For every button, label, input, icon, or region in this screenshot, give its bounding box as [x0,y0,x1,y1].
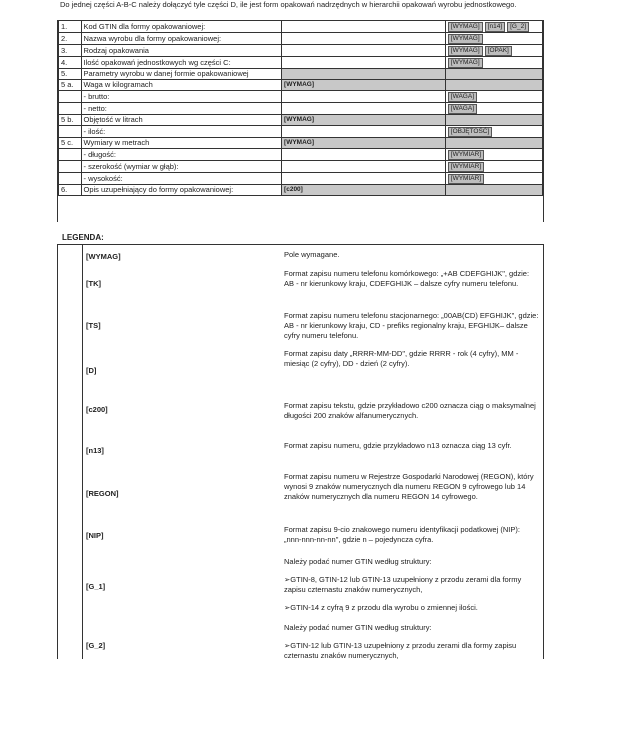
row-number [59,126,82,138]
table-row [59,149,543,161]
format-tag: [OPAK] [485,46,512,56]
row-number: 3. [59,45,82,57]
format-tag: [WYMIAR] [448,150,484,160]
row-label: - wysokość: [81,173,282,185]
legend-code: [NIP] [86,531,104,540]
row-label: - szerokość (wymiar w głąb): [81,161,282,173]
legend-bullet: ➢GTIN-12 lub GTIN-13 uzupełniony z przodu zerami dla formy zapisu czternastu znaków numerycznych, [284,641,517,660]
legend-description: Format zapisu daty „RRRR-MM-DD", gdzie RRRR - rok (4 cyfry), MM - miesiąc (2 cyfry), DD - dzień (2 cyfry). [284,349,519,368]
row-value-field[interactable]: [WYMAG] [282,115,446,126]
legend-description: Format zapisu tekstu, gdzie przykładowo c200 oznacza ciąg o maksymalnej długości 200 znaków alfanumerycznych. [284,401,536,420]
row-number: 1. [59,21,82,33]
row-label: - brutto: [81,91,282,103]
row-label: - ilość: [81,126,282,138]
row-number: 2. [59,33,82,45]
table-row [59,45,543,57]
row-value-field[interactable] [282,126,446,138]
row-number [59,103,82,115]
format-tag: [WAGA] [448,92,477,102]
intro-text: Do jednej części A-B-C należy dołączyć tyle części D, ile jest form opakowań nadrzędnych w hierarchii opakowań wyrobu jednostkowego. [60,0,517,9]
format-tag: [WYMIAR] [448,174,484,184]
table-row [59,91,543,103]
row-value-field[interactable]: [WYMAG] [282,80,446,91]
table-row [59,126,543,138]
row-number [59,91,82,103]
row-label: - długość: [81,149,282,161]
legend-bullet: ➢GTIN-8, GTIN-12 lub GTIN-13 uzupełniony z przodu zerami dla formy zapisu czternastu znaków numerycznych, [284,575,522,594]
row-number: 5 c. [59,138,82,149]
row-value-field[interactable] [282,21,446,33]
format-tag: [WAGA] [448,104,477,114]
legend-description: Należy podać numer GTIN według struktury: ➢GTIN-8, GTIN-12 lub GTIN-13 uzupełniony z przodu zerami dla formy zapisu czternastu znaków numerycznych, ➢GTIN-14 z cyfrą 9 z przodu dla wyrobu o zmiennej ilości. [284,557,539,613]
format-tag: [WYMIAR] [448,162,484,172]
row-value-field[interactable] [282,91,446,103]
form-table-frame [57,20,544,222]
format-tag: [WYMAG] [448,34,483,44]
row-format-tags [445,103,542,115]
format-tag: [G_2] [507,22,529,32]
row-number: 5 a. [59,80,82,91]
row-value-field[interactable] [282,173,446,185]
row-value-field[interactable]: [WYMAG] [282,138,446,149]
row-format-tags [445,173,542,185]
row-format-tags [445,57,542,69]
row-value-field[interactable] [282,57,446,69]
legend-description: Format zapisu numeru telefonu komórkowego: „+AB CDEFGHIJK", gdzie: AB - nr kierunkowy kraju, CDEFGHIJK – dalsze cyfry numeru telefonu. [284,269,530,288]
row-number [59,149,82,161]
format-tag: [WYMAG] [448,46,483,56]
row-label: Kod GTIN dla formy opakowaniowej: [81,21,282,33]
table-row [59,173,543,185]
table-row [59,185,543,196]
row-value-field[interactable] [282,45,446,57]
row-format-tags [445,161,542,173]
row-label: Rodzaj opakowania [81,45,282,57]
row-format-tags [445,185,542,196]
legend-code: [n13] [86,446,104,455]
row-number: 6. [59,185,82,196]
table-row [59,103,543,115]
row-number: 4. [59,57,82,69]
row-label: Wymiary w metrach [81,138,282,149]
row-format-tags [445,138,542,149]
legend-code: [TK] [86,279,101,288]
row-label: Objętość w litrach [81,115,282,126]
row-label: Nazwa wyrobu dla formy opakowaniowej: [81,33,282,45]
row-value-field[interactable] [282,149,446,161]
form-table [58,20,543,196]
row-format-tags [445,126,542,138]
legend-code: [c200] [86,405,108,414]
legend-bullet: ➢GTIN-14 z cyfrą 9 z przodu dla wyrobu o zmiennej ilości. [284,603,478,612]
row-value-field[interactable] [282,103,446,115]
row-number: 5 b. [59,115,82,126]
row-value-field[interactable] [282,161,446,173]
row-format-tags [445,21,542,33]
row-format-tags [445,33,542,45]
legend-description: Format zapisu 9-cio znakowego numeru identyfikacji podatkowej (NIP): „nnn-nnn-nn-nn", gdzie n – pojedyncza cyfra. [284,525,520,544]
table-row [59,57,543,69]
legend-code: [TS] [86,321,101,330]
format-tag: [WYMAG] [448,58,483,68]
table-row [59,161,543,173]
row-number [59,173,82,185]
row-label: Opis uzupełniający do formy opakowaniowej: [81,185,282,196]
row-value-field[interactable] [282,33,446,45]
row-value-field[interactable]: [c200] [282,185,446,196]
legend-code: [D] [86,366,97,375]
table-row [59,115,543,126]
table-row [59,69,543,80]
row-number: 5. [59,69,82,80]
table-row [59,21,543,33]
row-format-tags [445,115,542,126]
row-format-tags [445,149,542,161]
legend-title: LEGENDA: [62,233,104,242]
row-format-tags [445,80,542,91]
row-label: Ilość opakowań jednostkowych wg części C: [81,57,282,69]
table-row [59,138,543,149]
legend-code: [WYMAG] [86,252,121,261]
legend-code: [G_1] [86,582,106,591]
legend-description: Należy podać numer GTIN według struktury: ➢GTIN-12 lub GTIN-13 uzupełniony z przodu zerami dla formy zapisu czternastu znaków numerycznych, [284,623,539,661]
row-format-tags [445,91,542,103]
format-tag: [WYMAG] [448,22,483,32]
legend-description: Format zapisu numeru, gdzie przykładowo n13 oznacza ciąg 13 cyfr. [284,441,512,450]
row-label: Parametry wyrobu w danej formie opakowaniowej [81,69,282,80]
format-tag: [n14] [485,22,505,32]
legend-code: [REGON] [86,489,119,498]
legend-description: Format zapisu numeru telefonu stacjonarnego: „00AB(CD) EFGHIJK", gdzie: AB - nr kierunkowy kraju, CD - prefiks regionalny kraju, EFGHIJK– dalsze cyfry numeru telefonu. [284,311,539,340]
legend-description: Format zapisu numeru w Rejestrze Gospodarki Narodowej (REGON), który wynosi 9 znaków numerycznych dla numeru REGON 9 cyfrowego lub 14 znaków numerycznych dla numeru REGON 14 cyfrowego. [284,472,534,501]
legend-code: [G_2] [86,641,106,650]
row-format-tags [445,45,542,57]
row-label: - netto: [81,103,282,115]
table-row [59,33,543,45]
table-row [59,80,543,91]
legend-description: Pole wymagane. [284,250,340,259]
row-number [59,161,82,173]
format-tag: [OBJĘTOŚĆ] [448,127,493,137]
row-label: Waga w kilogramach [81,80,282,91]
